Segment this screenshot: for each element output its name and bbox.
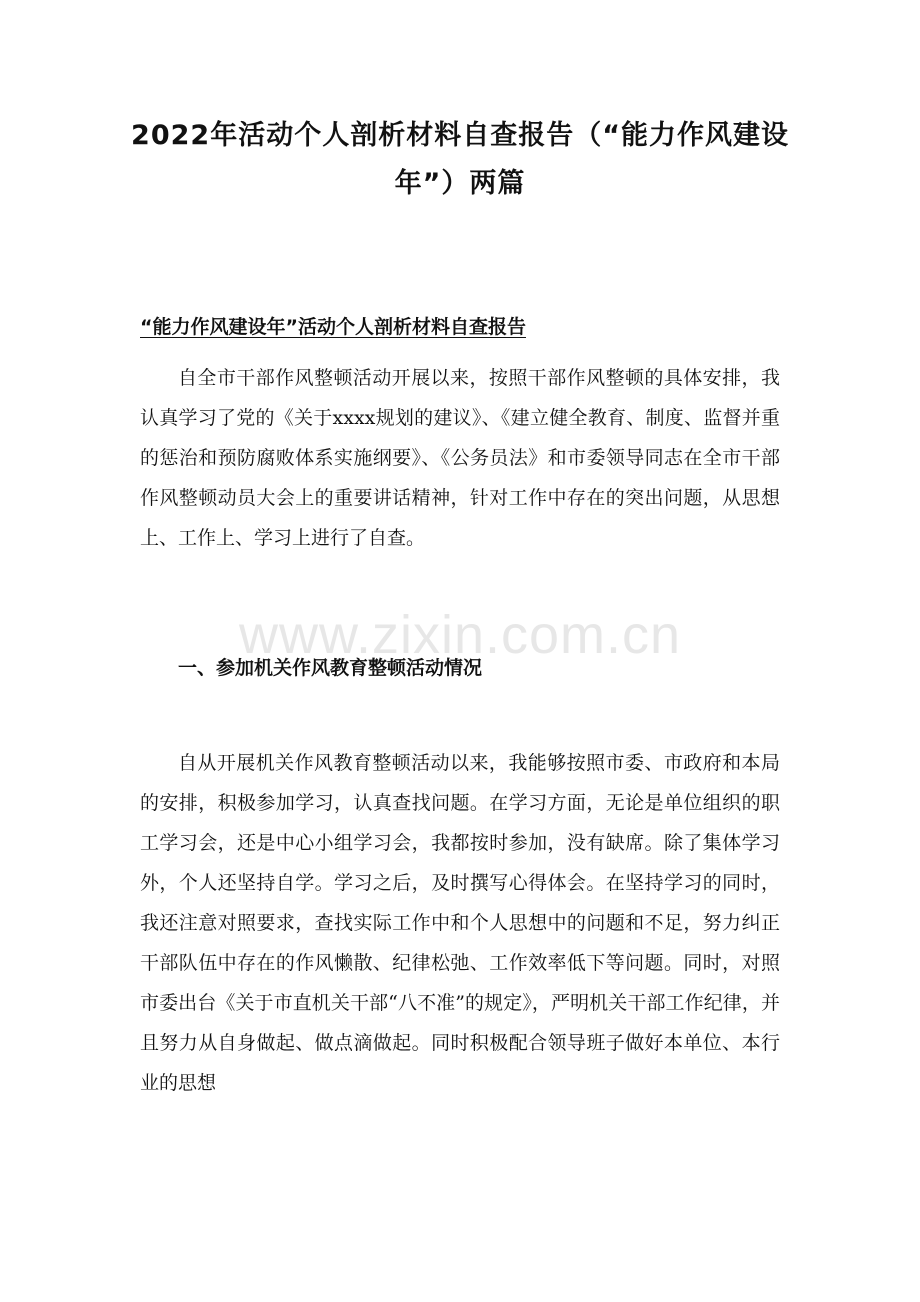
paragraph: 自全市干部作风整顿活动开展以来，按照干部作风整顿的具体安排，我认真学习了党的《关于xxxx规划的建议》、《建立健全教育、制度、监督并重的惩治和预防腐败体系实施纲要》、《公务员法》和市委领导同志在全市干部作风整顿动员大会上的重要讲话精神，针对工作中存在的突出问题，从思想上、工作上、学习上进行了自查。 [140, 367, 780, 549]
watermark: www.zixin.com.cn [238, 605, 682, 665]
sub-heading: 一、参加机关作风教育整顿活动情况 [178, 657, 483, 679]
paragraph: 自从开展机关作风教育整顿活动以来，我能够按照市委、市政府和本局的安排，积极参加学习，认真查找问题。在学习方面，无论是单位组织的职工学习会，还是中心小组学习会，我都按时参加，没有缺席。除了集体学习外，个人还坚持自学。学习之后，及时撰写心得体会。在坚持学习的同时，我还注意对照要求，查找实际工作中和个人思想中的问题和不足，努力纠正干部队伍中存在的作风懒散、纪律松弛、工作效率低下等问题。同时，对照市委出台《关于市直机关干部“八不准”的规定》，严明机关干部工作纪律，并且努力从自身做起、做点滴做起。同时积极配合领导班子做好本单位、本行业的思想 [140, 752, 780, 1094]
document-title: 2022年活动个人剖析材料自查报告（“能力作风建设年”）两篇 [131, 120, 789, 199]
section-heading: “能力作风建设年”活动个人剖析材料自查报告 [140, 316, 526, 338]
